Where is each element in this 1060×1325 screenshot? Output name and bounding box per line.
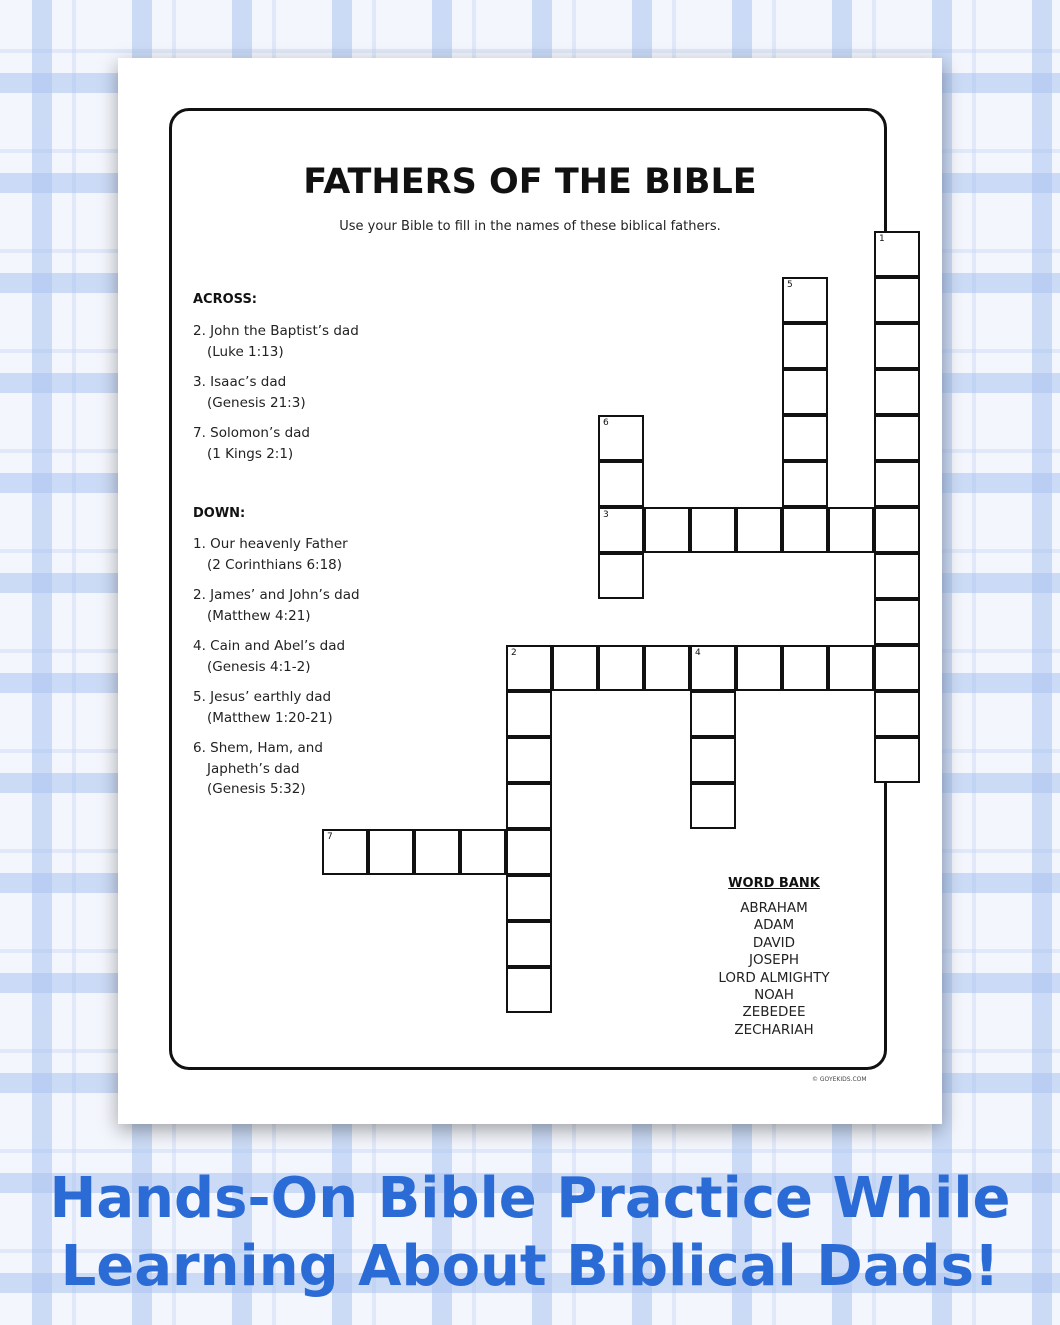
- crossword-cell[interactable]: [368, 829, 414, 875]
- crossword-cell[interactable]: [506, 829, 552, 875]
- crossword-cell[interactable]: [414, 829, 460, 875]
- clue-reference: (1 Kings 2:1): [207, 445, 294, 462]
- crossword-cell[interactable]: [552, 645, 598, 691]
- crossword-cell[interactable]: [598, 507, 644, 553]
- clue-number: 2: [511, 648, 517, 658]
- crossword-cell[interactable]: [598, 645, 644, 691]
- crossword-cell[interactable]: [322, 829, 368, 875]
- crossword-cell[interactable]: [690, 645, 736, 691]
- down-clue: [193, 687, 393, 728]
- crossword-cell[interactable]: [874, 691, 920, 737]
- crossword-cell[interactable]: [874, 231, 920, 277]
- crossword-cell[interactable]: [506, 645, 552, 691]
- crossword-cell[interactable]: [828, 507, 874, 553]
- crossword-cell[interactable]: [782, 645, 828, 691]
- tagline-line-2: Learning About Biblical Dads!: [60, 1234, 1000, 1299]
- crossword-cell[interactable]: [644, 645, 690, 691]
- word-bank-item: ABRAHAM: [740, 900, 808, 916]
- word-bank-item: DAVID: [752, 934, 796, 951]
- clue-reference: (Luke 1:13): [207, 343, 284, 360]
- clue-text: 2. James’ and John’s dad: [193, 587, 360, 603]
- word-bank-item: ZEBEDEE: [742, 1004, 806, 1021]
- crossword-cell[interactable]: [782, 507, 828, 553]
- worksheet-subtitle: Use your Bible to fill in the names of these biblical fathers.: [339, 219, 721, 234]
- word-bank-item: ZECHARIAH: [734, 1021, 814, 1038]
- crossword-cell[interactable]: [690, 691, 736, 737]
- clue-text: 6. Shem, Ham, and: [193, 740, 323, 756]
- crossword-cell[interactable]: [690, 783, 736, 829]
- across-heading: ACROSS:: [193, 292, 258, 307]
- worksheet-title: FATHERS OF THE BIBLE: [303, 162, 757, 202]
- clue-text: 7. Solomon’s dad: [193, 425, 311, 441]
- crossword-cell[interactable]: [874, 737, 920, 783]
- crossword-cell[interactable]: [690, 737, 736, 783]
- crossword-cell[interactable]: [874, 599, 920, 645]
- clue-text-continued: Japheth’s dad: [207, 760, 300, 777]
- clue-text: 4. Cain and Abel’s dad: [193, 638, 346, 654]
- clue-reference: (Genesis 21:3): [207, 394, 306, 411]
- crossword-cell[interactable]: [598, 415, 644, 461]
- worksheet-page: [118, 58, 942, 1124]
- crossword-cell[interactable]: [506, 875, 552, 921]
- clue-text: 1. Our heavenly Father: [193, 536, 348, 552]
- crossword-cell[interactable]: [782, 461, 828, 507]
- clue-number: 6: [603, 418, 609, 428]
- clue-text: 5. Jesus’ earthly dad: [193, 689, 332, 705]
- tagline-line-1: Hands-On Bible Practice While: [49, 1166, 1011, 1231]
- crossword-cell[interactable]: [782, 277, 828, 323]
- clue-number: 5: [787, 280, 793, 290]
- across-clue: [193, 321, 393, 362]
- clue-reference: (Matthew 1:20-21): [207, 709, 333, 726]
- down-clue: [193, 585, 393, 626]
- down-clue: [193, 636, 393, 677]
- across-clue: [193, 423, 393, 464]
- crossword-cell[interactable]: [598, 553, 644, 599]
- crossword-cell[interactable]: [874, 553, 920, 599]
- crossword-cell[interactable]: [506, 737, 552, 783]
- crossword-cell[interactable]: [782, 415, 828, 461]
- down-heading: DOWN:: [193, 506, 246, 521]
- crossword-cell[interactable]: [506, 691, 552, 737]
- word-bank-item: NOAH: [754, 987, 794, 1004]
- clue-number: 1: [879, 234, 885, 244]
- word-bank-item: ADAM: [753, 917, 795, 934]
- crossword-cell[interactable]: [782, 323, 828, 369]
- clue-reference: (Genesis 5:32): [207, 781, 306, 797]
- clue-number: 3: [603, 510, 609, 520]
- crossword-cell[interactable]: [690, 507, 736, 553]
- crossword-cell[interactable]: [506, 783, 552, 829]
- crossword-cell[interactable]: [598, 461, 644, 507]
- word-bank-item: JOSEPH: [749, 952, 799, 969]
- clue-reference: (Genesis 4:1-2): [207, 658, 311, 675]
- crossword-cell[interactable]: [736, 507, 782, 553]
- copyright-notice: © GOYEKIDS.COM: [812, 1076, 867, 1083]
- crossword-cell[interactable]: [874, 461, 920, 507]
- crossword-cell[interactable]: [460, 829, 506, 875]
- crossword-cell[interactable]: [644, 507, 690, 553]
- crossword-cell[interactable]: [874, 415, 920, 461]
- down-clue: [193, 534, 393, 575]
- clue-number: 7: [327, 832, 333, 842]
- crossword-cell[interactable]: [874, 323, 920, 369]
- clue-reference: (2 Corinthians 6:18): [207, 556, 343, 573]
- word-bank-title: WORD BANK: [728, 876, 820, 891]
- clue-number: 4: [695, 648, 701, 658]
- crossword-cell[interactable]: [506, 967, 552, 1013]
- crossword-cell[interactable]: [828, 645, 874, 691]
- across-clue: [193, 372, 393, 413]
- crossword-cell[interactable]: [506, 921, 552, 967]
- word-bank-item: LORD ALMIGHTY: [718, 969, 830, 986]
- crossword-cell[interactable]: [874, 277, 920, 323]
- down-clue: [193, 738, 393, 800]
- word-bank: [701, 876, 847, 1039]
- crossword-cell[interactable]: [874, 645, 920, 691]
- crossword-cell[interactable]: [782, 369, 828, 415]
- clue-text: 3. Isaac’s dad: [193, 374, 287, 390]
- clue-reference: (Matthew 4:21): [207, 607, 311, 624]
- clue-text: 2. John the Baptist’s dad: [193, 323, 359, 339]
- crossword-cell[interactable]: [874, 507, 920, 553]
- crossword-cell[interactable]: [874, 369, 920, 415]
- crossword-cell[interactable]: [736, 645, 782, 691]
